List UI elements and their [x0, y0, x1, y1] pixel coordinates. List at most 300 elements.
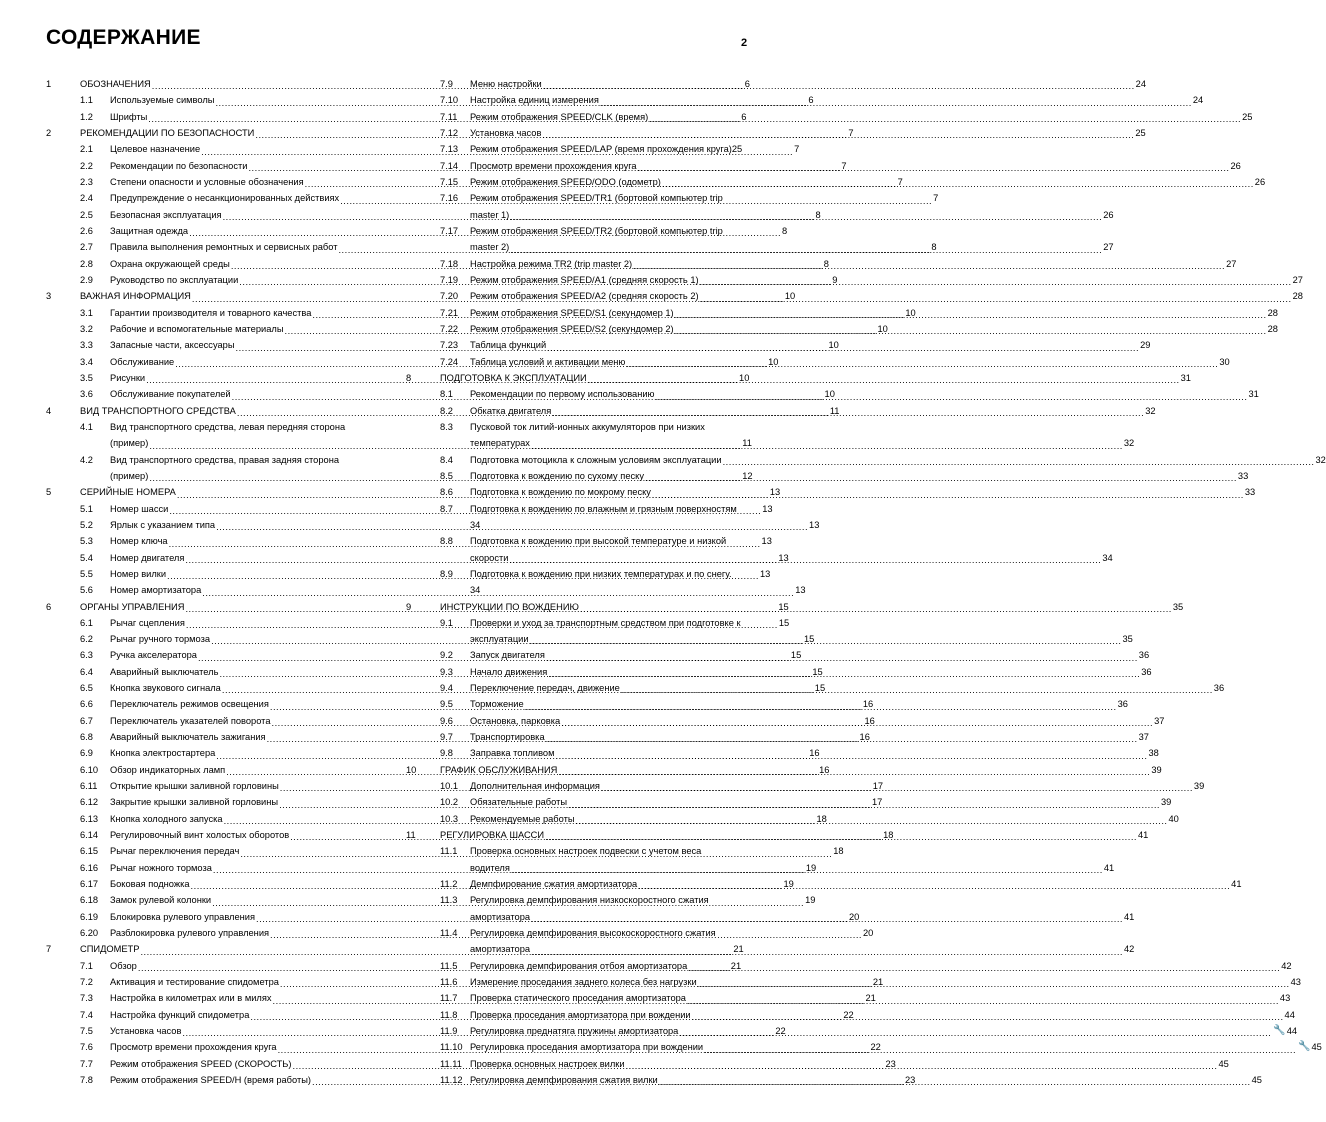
toc-page-number: 15	[814, 683, 826, 694]
toc-entry-number: 10	[406, 764, 417, 775]
toc-entry-number: 7.9	[440, 79, 453, 89]
toc-page-number: 13	[795, 585, 806, 596]
toc-entry-number: 8.5	[440, 470, 453, 481]
toc-page-number: 45	[1218, 1058, 1229, 1069]
toc-entry-title: Рычаг ножного тормоза	[110, 862, 212, 873]
toc-entry-number: 4.1	[80, 421, 93, 432]
toc-entry-title: Разблокировка рулевого управления	[110, 928, 270, 939]
toc-page-number: 28	[1267, 307, 1278, 318]
toc-page-number: 21	[730, 960, 742, 971]
toc-entry-title: Просмотр времени прохождения круга	[110, 1042, 277, 1053]
toc-entry-title: Настройка режима TR2 (trip master 2)	[470, 258, 633, 269]
toc-page-number: 13	[762, 503, 773, 514]
dot-leader	[633, 258, 1225, 269]
toc-entry-number: 9.7	[440, 732, 453, 743]
toc-page-number: 31	[1180, 372, 1191, 383]
toc-entry-number: 6	[46, 601, 52, 612]
toc-entry-title: температурах	[470, 438, 530, 449]
toc-subsection-entry[interactable]	[406, 468, 1249, 484]
toc-page-number: 13	[769, 487, 781, 498]
toc-entry-title: Торможение	[470, 699, 524, 710]
toc-entry-title: Гарантии производителя и товарного качества	[110, 307, 312, 318]
toc-entry-page-line	[470, 582, 750, 598]
toc-entry-title: Режим отображения SPEED/LAP (время прохождения круга)	[470, 144, 732, 155]
toc-page-number: 36	[1141, 666, 1152, 677]
toc-entry-title: Проверка основных настроек вилки	[470, 1058, 625, 1069]
toc-page-number: 24	[1192, 95, 1204, 106]
toc-entry-page-line	[470, 517, 750, 533]
toc-page-number: 26	[1254, 176, 1266, 187]
dot-leader	[548, 666, 1140, 677]
toc-page-number: 41	[1103, 862, 1115, 873]
toc-entry-number: 7.10	[440, 95, 459, 106]
toc-entry-title: Заправка топливом	[470, 748, 555, 759]
dot-leader	[531, 911, 1123, 922]
toc-entry-title: Регулировка демпфирования низкоскоростного сжатия	[470, 895, 709, 906]
toc-entry-number: 7.4	[80, 1009, 93, 1020]
toc-entry-body	[470, 109, 1253, 125]
toc-entry-number: 9.1	[440, 617, 453, 628]
toc-entry-body	[470, 958, 1292, 974]
toc-entry-title: Шрифты	[110, 111, 148, 122]
toc-page-number: 25	[1135, 127, 1146, 138]
toc-entry-title: Вид транспортного средства, правая задняя сторона	[110, 454, 340, 465]
toc-page-number: 27	[1292, 274, 1303, 285]
toc-entry-title: Целевое назначение	[110, 144, 201, 155]
toc-entry-number: 8.2	[440, 405, 453, 416]
toc-entry-number: 11.6	[440, 977, 458, 988]
toc-entry-title: Режим отображения SPEED/TR1 (бортовой компьютер trip	[470, 193, 723, 204]
toc-entry-title: скорости	[470, 552, 509, 563]
toc-subsection-entry[interactable]	[406, 958, 1292, 974]
toc-entry-title: master 2)	[470, 242, 510, 253]
toc-entry-title: Рычаг сцепления	[110, 617, 185, 628]
toc-entry-body	[470, 174, 1266, 190]
toc-page-number: 29	[1140, 340, 1151, 351]
toc-page-number: 13	[759, 568, 771, 579]
toc-page-number: 28	[1292, 291, 1303, 302]
toc-entry-title: Остановка, парковка	[470, 715, 561, 726]
dot-leader	[601, 780, 1193, 791]
wrench-icon: 🔧	[1298, 1041, 1311, 1053]
toc-entry-title: Меню настройки	[470, 79, 542, 89]
toc-entry-title-line	[110, 419, 392, 435]
toc-entry-title-line	[470, 125, 1146, 141]
toc-entry-title: Дополнительная информация	[470, 781, 600, 792]
toc-entry-title	[470, 566, 750, 582]
toc-entry-body	[470, 92, 1204, 108]
dot-leader	[698, 976, 1290, 987]
toc-entry-number: 7.18	[440, 258, 459, 269]
toc-entry-title: Обзор	[110, 960, 137, 971]
toc-entry-number: 3.2	[80, 323, 93, 334]
toc-page-number: 7	[848, 127, 854, 138]
toc-entry-number: 11.3	[440, 895, 458, 906]
toc-page-number: 10	[768, 356, 779, 367]
dot-leader	[626, 356, 1218, 367]
toc-entry-title: Проверка основных настроек подвески с учетом веса	[470, 846, 702, 857]
toc-subsection-entry[interactable]	[406, 256, 1237, 272]
toc-entry-number: 11.7	[440, 993, 458, 1004]
toc-subsection-entry[interactable]	[406, 92, 1204, 108]
toc-page-number: 37	[1154, 715, 1165, 726]
toc-entry-number: 7.20	[440, 291, 459, 302]
toc-entry-number: 3.5	[80, 372, 93, 383]
toc-entry-body	[470, 419, 1135, 452]
toc-entry-title-line	[110, 452, 392, 468]
toc-entry-title: Аварийный выключатель	[110, 666, 219, 677]
toc-entry-title: Обязательные работы	[470, 797, 568, 808]
toc-entry-title: Проверка проседания амортизатора при вождении	[470, 1009, 691, 1020]
toc-entry-number: 2.8	[80, 258, 93, 269]
dot-leader	[621, 682, 1213, 693]
toc-entry-number: 3.4	[80, 356, 93, 367]
toc-entry-title: Ручка акселератора	[110, 650, 197, 661]
toc-entry-number: 7.1	[80, 960, 93, 971]
toc-page-number: 11	[829, 405, 840, 416]
toc-page-number: 10	[905, 307, 916, 318]
toc-entry-title: Замок рулевой колонки	[110, 895, 212, 906]
toc-entry-number: 9.4	[440, 683, 453, 694]
toc-entry-title-line	[470, 843, 750, 859]
toc-entry-title-line	[470, 419, 750, 435]
toc-page-number: 35	[1172, 601, 1184, 612]
toc-entry-title: Режим отображения SPEED/CLK (время)	[470, 111, 649, 122]
toc-entry-title: Регулировка демпфирования высокоскоростного сжатия	[470, 928, 716, 939]
toc-entry-title: (пример)	[110, 438, 149, 449]
toc-entry-number: 2.4	[80, 193, 93, 204]
toc-entry-number: 7.19	[440, 274, 459, 285]
toc-page-number: 10	[824, 389, 835, 400]
toc-entry-body	[470, 256, 1237, 272]
toc-entry-number: 8.7	[440, 503, 453, 514]
dot-leader	[530, 633, 1122, 644]
toc-entry-title: ОБОЗНАЧЕНИЯ	[80, 79, 151, 89]
toc-entry-title: Номер ключа	[110, 536, 168, 547]
toc-entry-number: 6.20	[80, 928, 99, 939]
toc-entry-body	[470, 125, 1146, 141]
toc-entry-number: 5.3	[80, 536, 93, 547]
toc-entry-number: 6.14	[80, 830, 99, 841]
toc-entry-number: 9.6	[440, 715, 453, 726]
toc-section-entry[interactable]	[406, 370, 1191, 386]
toc-entry-title: Степени опасности и условные обозначения	[110, 176, 304, 187]
toc-entry-title: Кнопка электростартера	[110, 748, 216, 759]
toc-entry-title: Боковая подножка	[110, 879, 190, 890]
toc-page-number: 42	[1123, 944, 1135, 955]
dot-leader	[652, 487, 1244, 498]
toc-entry-number: 2.5	[80, 209, 93, 220]
toc-entry-title-line	[470, 452, 1326, 468]
toc-page-number: 41	[1123, 911, 1135, 922]
toc-subsection-entry[interactable]	[406, 158, 1241, 174]
dot-leader	[588, 372, 1180, 383]
toc-page-number: 28	[1267, 323, 1278, 334]
toc-entry-body	[470, 158, 1241, 174]
dot-leader	[638, 878, 1230, 889]
toc-entry-number: 11.1	[440, 846, 458, 857]
dot-leader	[552, 405, 1144, 416]
toc-entry-number: 6.9	[80, 748, 93, 759]
toc-entry-title: Пусковой ток литий-ионных аккумуляторов при низких	[470, 421, 705, 432]
toc-entry-number: 6.11	[80, 781, 98, 792]
toc-page-number: 39	[1151, 764, 1162, 775]
toc-page-number: 22	[843, 1009, 854, 1020]
toc-entry-number: 6.7	[80, 715, 93, 726]
toc-entry-number: 5.2	[80, 519, 93, 530]
toc-entry-title-line	[470, 141, 750, 157]
toc-entry-title-line	[470, 109, 1253, 125]
dot-leader	[546, 650, 1138, 661]
toc-subsection-entry[interactable]	[406, 419, 1135, 452]
toc-page-number: 21	[872, 977, 884, 988]
toc-page-number: 39	[1160, 797, 1172, 808]
toc-entry-number: 9	[406, 601, 412, 612]
toc-entry-number: 10.1	[440, 781, 459, 792]
toc-entry-title-line	[470, 158, 1241, 174]
toc-entry-number: 6.15	[80, 846, 99, 857]
toc-page-number: 25	[1242, 111, 1253, 122]
toc-entry-number: 11.2	[440, 879, 458, 890]
toc-entry-title: Рекомендации по первому использованию	[470, 389, 655, 400]
toc-entry-number: 6.10	[80, 764, 99, 775]
toc-entry-title: Настройка функций спидометра	[110, 1009, 250, 1020]
toc-entry-title: Режим отображения SPEED/A1 (средняя скорость 1)	[470, 274, 699, 285]
toc-entry-title: Режим отображения SPEED/S1 (секундомер 1)	[470, 307, 674, 318]
toc-subsection-entry[interactable]	[406, 566, 750, 599]
toc-entry-number: 11.10	[440, 1042, 463, 1053]
toc-page-number: 43	[1279, 993, 1291, 1004]
toc-entry-title: Кнопка холодного запуска	[110, 813, 223, 824]
toc-entry-title: Рычаг переключения передач	[110, 846, 240, 857]
toc-entry-number: 7.3	[80, 993, 93, 1004]
toc-subsection-entry[interactable]	[406, 141, 750, 157]
toc-page-number: 39	[1193, 781, 1205, 792]
toc-subsection-entry[interactable]	[406, 174, 1266, 190]
dot-leader	[561, 715, 1153, 726]
toc-entry-title: Переключатель режимов освещения	[110, 699, 269, 710]
toc-entry-title: амортизатора	[470, 944, 531, 955]
toc-entry-title: Блокировка рулевого управления	[110, 911, 256, 922]
toc-entry-number: 8.4	[440, 454, 453, 465]
toc-entry-title: Правила выполнения ремонтных и сервисных работ	[110, 242, 338, 253]
toc-entry-title: Регулировка преднатяга пружины амортизатора	[470, 1026, 679, 1037]
toc-page-number: 32	[1315, 454, 1326, 465]
toc-entry-title: Транспортировка	[470, 732, 545, 743]
page-title: СОДЕРЖАНИЕ	[46, 26, 201, 49]
toc-page-number: 10	[877, 323, 888, 334]
toc-subsection-entry[interactable]	[406, 125, 1146, 141]
toc-entry-number: 9.2	[440, 650, 453, 661]
toc-subsection-entry[interactable]	[406, 452, 1326, 468]
dot-leader	[531, 944, 1123, 955]
toc-page-number: 45	[1251, 1075, 1262, 1086]
toc-page-number: 32	[1145, 405, 1156, 416]
toc-page-number: 15	[804, 634, 815, 645]
toc-entry-number: 5	[46, 487, 52, 498]
toc-entry-number: 7	[46, 944, 52, 955]
dot-leader	[558, 764, 1150, 775]
toc-subsection-entry[interactable]	[406, 76, 1146, 92]
dot-leader	[556, 748, 1148, 759]
toc-page-number: 15	[790, 650, 802, 661]
toc-entry-number: 6.19	[80, 911, 99, 922]
toc-page-number: 32	[1123, 438, 1135, 449]
toc-entry-number: 3.6	[80, 389, 93, 400]
dot-leader	[510, 209, 1102, 220]
toc-page-number: 41	[1231, 879, 1242, 890]
toc-entry-title: Предупреждение о несанкционированных действиях	[110, 193, 340, 204]
toc-entry-title: Измерение проседания заднего колеса без нагрузки	[470, 977, 697, 988]
toc-page-number: 25	[731, 144, 743, 155]
toc-entry-number: 5.5	[80, 568, 93, 579]
toc-entry-title: Обслуживание	[110, 356, 175, 367]
toc-entry-number: 6.5	[80, 683, 93, 694]
toc-entry-title: СПИДОМЕТР	[80, 944, 140, 955]
toc-page-number: 22	[870, 1042, 881, 1053]
toc-entry-title: Вид транспортного средства, левая передняя сторона	[110, 421, 346, 432]
toc-entry-number: 6.2	[80, 634, 93, 645]
toc-entry-title: Защитная одежда	[110, 225, 189, 236]
toc-entry-number: 11.9	[440, 1026, 458, 1037]
toc-entry-title: Режим отображения SPEED/ODO (одометр)	[470, 176, 661, 187]
toc-entry-title: Настройка единиц измерения	[470, 95, 599, 106]
toc-page-number: 38	[1148, 748, 1159, 759]
dot-leader	[600, 95, 1192, 106]
toc-entry-title: Рычаг ручного тормоза	[110, 634, 211, 645]
toc-page-number: 37	[1138, 732, 1149, 743]
toc-entry-title: Закрытие крышки заливной горловины	[110, 797, 279, 808]
dot-leader	[547, 340, 1139, 351]
toc-entry-number: 9.8	[440, 748, 453, 759]
toc-entry-title-line	[470, 190, 750, 206]
toc-entry-title: Номер шасси	[110, 503, 169, 514]
dot-leader	[692, 1009, 1284, 1020]
toc-entry-title-line	[470, 174, 1266, 190]
toc-entry-title: Рекомендации по безопасности	[110, 160, 248, 171]
toc-entry-title-line	[470, 435, 1135, 451]
toc-entry-number: 6.12	[80, 797, 99, 808]
dot-leader	[700, 291, 1292, 302]
toc-page-number: 33	[1237, 470, 1249, 481]
toc-entry-title-line	[470, 615, 750, 631]
toc-page-number: 33	[1244, 487, 1256, 498]
toc-entry-title: Режим отображения SPEED/S2 (секундомер 2)	[470, 323, 674, 334]
toc-page-number: 26	[1230, 160, 1241, 171]
dot-leader	[638, 160, 1230, 171]
dot-leader	[679, 1025, 1271, 1036]
toc-entry-number: 4	[46, 405, 52, 416]
toc-entry-number: 7.21	[440, 307, 459, 318]
toc-subsection-entry[interactable]	[406, 501, 750, 534]
toc-entry-title-line	[470, 239, 1114, 255]
toc-page-number: 35	[1122, 634, 1133, 645]
toc-page-number: 43	[1290, 977, 1301, 988]
dot-leader	[531, 438, 1123, 449]
toc-subsection-entry[interactable]	[406, 190, 1114, 223]
toc-entry-title: Начало движения	[470, 666, 548, 677]
dot-leader	[546, 731, 1138, 742]
toc-entry-title: Регулировка демпфирования сжатия вилки	[470, 1075, 658, 1086]
toc-entry-body	[470, 190, 1114, 223]
toc-page-number: 13	[809, 519, 820, 530]
toc-entry-number: 2	[46, 127, 52, 138]
toc-entry-title: Подготовка к вождению при высокой температуре и низкой	[470, 536, 727, 547]
toc-entry-body	[470, 501, 750, 534]
toc-page-number: 7	[841, 160, 847, 171]
toc-entry-title: Демпфирование сжатия амортизатора	[470, 879, 638, 890]
toc-entry-number: 2.9	[80, 274, 93, 285]
toc-subsection-entry[interactable]	[406, 223, 1114, 256]
toc-page-number: 15	[778, 617, 790, 628]
toc-entry-number: 6.13	[80, 813, 99, 824]
toc-page-number: 34	[1102, 552, 1113, 563]
dot-leader	[545, 829, 1137, 840]
toc-entry-title: Переключение передач, движение	[470, 683, 620, 694]
toc-entry-title: Кнопка звукового сигнала	[110, 683, 221, 694]
toc-entry-title: Проверки и уход за транспортным средством при подготовке к	[470, 617, 741, 628]
toc-entry-title: (пример)	[110, 470, 149, 481]
toc-entry-number: 6.4	[80, 666, 93, 677]
dot-leader	[687, 993, 1279, 1004]
toc-entry-title: Рабочие и вспомогательные материалы	[110, 323, 284, 334]
toc-entry-title: ОРГАНЫ УПРАВЛЕНИЯ	[80, 601, 185, 612]
toc-entry-number: 3.1	[80, 307, 93, 318]
dot-leader	[626, 1058, 1218, 1069]
toc-page-number: 36	[1117, 699, 1128, 710]
toc-subsection-entry[interactable]	[406, 109, 1253, 125]
toc-entry-title: Таблица условий и активации меню	[470, 356, 626, 367]
toc-page-number: 20	[848, 911, 860, 922]
toc-entry-title-line	[470, 272, 1303, 288]
toc-entry-title: эксплуатации	[470, 634, 529, 645]
toc-entry-title: Номер двигателя	[110, 552, 185, 563]
toc-page-number: 7	[897, 176, 903, 187]
toc-page-number: 17	[872, 781, 884, 792]
toc-entry-title-line	[470, 533, 750, 549]
toc-page-number: 7	[794, 144, 800, 155]
toc-entry-title-line	[470, 92, 1204, 108]
toc-entry-title	[470, 501, 750, 517]
toc-page-number: 9	[832, 274, 838, 285]
toc-entry-title: Установка часов	[470, 127, 542, 138]
dot-leader	[675, 323, 1267, 334]
toc-entry-title: амортизатора	[470, 911, 531, 922]
dot-leader	[704, 1042, 1296, 1053]
toc-subsection-entry[interactable]	[406, 272, 1303, 288]
toc-page-number: 16	[862, 699, 874, 710]
toc-page-number: 13	[761, 536, 772, 547]
toc-page-number: 16	[819, 764, 830, 775]
toc-entry-number: 8.9	[440, 568, 453, 579]
dot-leader	[688, 960, 1280, 971]
toc-entry-title: водителя	[470, 862, 510, 873]
toc-entry-title: Запасные части, аксессуары	[110, 340, 235, 351]
dot-leader	[700, 274, 1292, 285]
toc-page-number: 34	[470, 585, 481, 596]
toc-page-number: 36	[1213, 683, 1225, 694]
toc-entry-number: 3.3	[80, 340, 93, 351]
toc-entry-title: Регулировочный винт холостых оборотов	[110, 830, 290, 841]
toc-page-number: 45	[1311, 1042, 1322, 1053]
page-number: 2	[741, 37, 748, 49]
dot-leader	[511, 862, 1103, 873]
toc-entry-number: 7.17	[440, 225, 459, 236]
toc-entry-title: Регулировка демпфирования отбоя амортизатора	[470, 960, 688, 971]
dot-leader	[580, 601, 1172, 612]
toc-page-number: 18	[883, 830, 894, 841]
toc-entry-number: 1.1	[80, 95, 93, 106]
